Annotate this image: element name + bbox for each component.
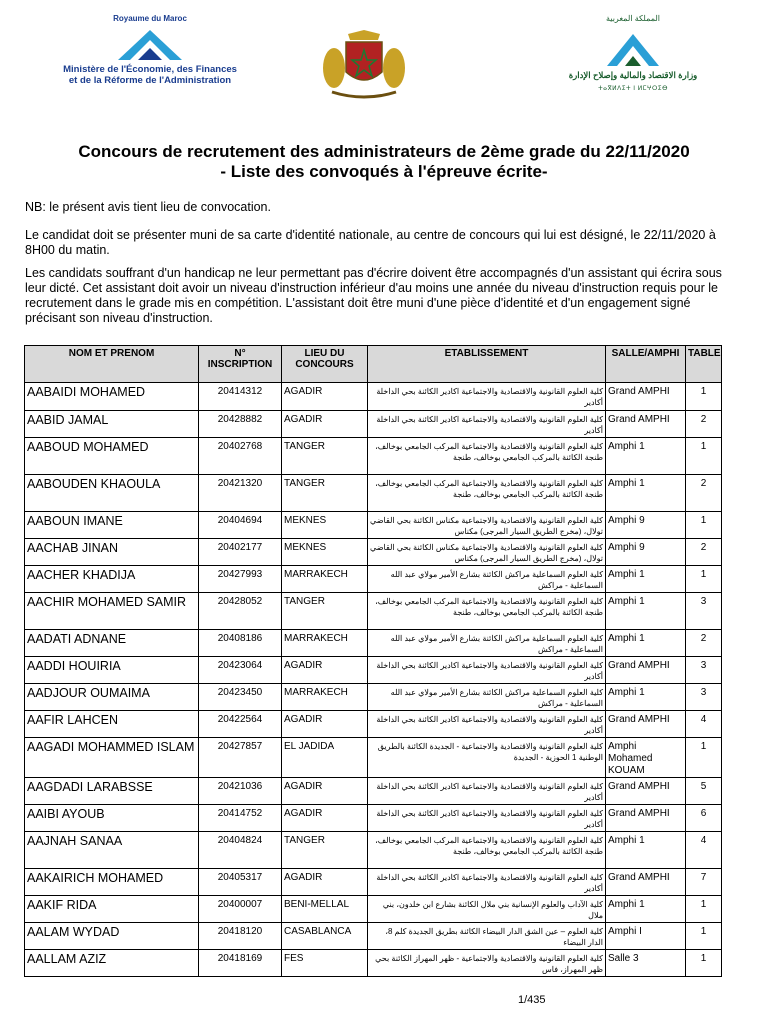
cell-etablissement: كلية العلوم القانونية والاقتصادية والاجتماعية مكناس الكائنة بحي القاضي تولال، (مخرج الطريق السيار المرجى) مكناس [368, 512, 606, 539]
col-header-lieu: LIEU DU CONCOURS [282, 346, 368, 383]
table-row [25, 383, 722, 411]
cell-inscription: 20428882 [199, 411, 282, 438]
cell-table: 1 [686, 566, 722, 593]
cell-inscription: 20402768 [199, 438, 282, 475]
cell-etablissement: كلية العلوم القانونية والاقتصادية والاجتماعية اكادير الكائنة بحي الداخلة أكادير [368, 383, 606, 411]
page-header [0, 0, 768, 110]
cell-nom: AABOUD MOHAMED [25, 438, 199, 475]
cell-etablissement: كلية العلوم القانونية والاقتصادية والاجتماعية - ظهر المهراز الكائنة بحي ظهر المهراز، فاس [368, 950, 606, 977]
cell-lieu: TANGER [282, 438, 368, 475]
cell-nom: AABID JAMAL [25, 411, 199, 438]
table-row [25, 475, 722, 512]
kingdom-label: Royaume du Maroc [113, 14, 187, 23]
cell-lieu: AGADIR [282, 778, 368, 805]
cell-inscription: 20400007 [199, 896, 282, 923]
cell-nom: AAJNAH SANAA [25, 832, 199, 869]
cell-lieu: FES [282, 950, 368, 977]
table-row [25, 566, 722, 593]
table-row [25, 630, 722, 657]
cell-salle: Amphi 9 [606, 512, 686, 539]
page-number: 1/435 [518, 994, 546, 1006]
cell-nom: AABOUN IMANE [25, 512, 199, 539]
cell-salle: Amphi 1 [606, 684, 686, 711]
cell-inscription: 20405317 [199, 869, 282, 896]
cell-etablissement: كلية العلوم القانونية والاقتصادية والاجتماعية اكادير الكائنة بحي الداخلة أكادير [368, 869, 606, 896]
cell-table: 5 [686, 778, 722, 805]
cell-salle: Amphi 1 [606, 438, 686, 475]
cell-inscription: 20418169 [199, 950, 282, 977]
cell-inscription: 20423064 [199, 657, 282, 684]
cell-etablissement: كلية العلوم السماعلية مراكش الكائنة بشارع الأمير مولاي عبد الله السماعلية - مراكش [368, 684, 606, 711]
table-row [25, 593, 722, 630]
cell-nom: AAGADI MOHAMMED ISLAM [25, 738, 199, 778]
cell-etablissement: كلية العلوم القانونية والاقتصادية والاجتماعية المركب الجامعي بوخالف، طنجة الكائنة بالمركب الجامعي بوخالف، طنجة [368, 832, 606, 869]
cell-table: 2 [686, 411, 722, 438]
table-row [25, 438, 722, 475]
cell-salle: Amphi I [606, 923, 686, 950]
cell-lieu: MEKNES [282, 539, 368, 566]
cell-lieu: CASABLANCA [282, 923, 368, 950]
table-row [25, 869, 722, 896]
cell-etablissement: كلية العلوم السماعلية مراكش الكائنة بشارع الأمير مولاي عبد الله السماعلية - مراكش [368, 566, 606, 593]
cell-etablissement: كلية العلوم القانونية والاقتصادية والاجتماعية المركب الجامعي بوخالف، طنجة الكائنة بالمركب الجامعي بوخالف، طنجة [368, 438, 606, 475]
ministry-logo-ar [548, 14, 718, 94]
cell-table: 3 [686, 593, 722, 630]
cell-nom: AALAM WYDAD [25, 923, 199, 950]
cell-lieu: MARRAKECH [282, 566, 368, 593]
cell-nom: AACHAB JINAN [25, 539, 199, 566]
cell-etablissement: كلية الآداب والعلوم الإنسانية بني ملال الكائنة بشارع ابن خلدون، بني ملال [368, 896, 606, 923]
table-row [25, 805, 722, 832]
col-header-table: TABLE [686, 346, 722, 383]
cell-salle: Amphi 1 [606, 475, 686, 512]
cell-inscription: 20404824 [199, 832, 282, 869]
cell-salle: Grand AMPHI [606, 657, 686, 684]
ministry-logo-fr [50, 14, 250, 94]
table-row [25, 657, 722, 684]
cell-inscription: 20418120 [199, 923, 282, 950]
cell-etablissement: كلية العلوم السماعلية مراكش الكائنة بشارع الأمير مولاي عبد الله السماعلية - مراكش [368, 630, 606, 657]
col-header-etablissement: ETABLISSEMENT [368, 346, 606, 383]
cell-lieu: TANGER [282, 475, 368, 512]
cell-etablissement: كلية العلوم القانونية والاقتصادية والاجتماعية اكادير الكائنة بحي الداخلة أكادير [368, 411, 606, 438]
cell-inscription: 20408186 [199, 630, 282, 657]
cell-lieu: AGADIR [282, 657, 368, 684]
table-row [25, 512, 722, 539]
table-row [25, 711, 722, 738]
cell-lieu: MARRAKECH [282, 684, 368, 711]
cell-etablissement: كلية العلوم القانونية والاقتصادية والاجتماعية مكناس الكائنة بحي القاضي تولال، (مخرج الطريق السيار المرجى) مكناس [368, 539, 606, 566]
cell-inscription: 20422564 [199, 711, 282, 738]
cell-etablissement: كلية العلوم القانونية والاقتصادية والاجتماعية المركب الجامعي بوخالف، طنجة الكائنة بالمركب الجامعي بوخالف، طنجة [368, 593, 606, 630]
cell-lieu: AGADIR [282, 711, 368, 738]
cell-lieu: AGADIR [282, 411, 368, 438]
table-row [25, 896, 722, 923]
cell-table: 1 [686, 738, 722, 778]
col-header-nom: NOM ET PRENOM [25, 346, 199, 383]
cell-table: 1 [686, 923, 722, 950]
ministry-name-ar: وزارة الاقتصاد والمالية وإصلاح الإدارة [568, 70, 698, 80]
col-header-salle: SALLE/AMPHI [606, 346, 686, 383]
cell-lieu: MEKNES [282, 512, 368, 539]
cell-table: 1 [686, 896, 722, 923]
cell-salle: Grand AMPHI [606, 778, 686, 805]
cell-lieu: AGADIR [282, 805, 368, 832]
royal-coat-of-arms-icon [318, 28, 410, 100]
cell-etablissement: كلية العلوم القانونية والاقتصادية والاجتماعية اكادير الكائنة بحي الداخلة أكادير [368, 711, 606, 738]
cell-salle: Amphi 1 [606, 630, 686, 657]
table-row [25, 778, 722, 805]
cell-table: 1 [686, 512, 722, 539]
cell-etablissement: كلية العلوم – عين الشق الدار البيضاء الكائنة بطريق الجديدة كلم 8، الدار البيضاء [368, 923, 606, 950]
cell-table: 7 [686, 869, 722, 896]
cell-salle: Salle 3 [606, 950, 686, 977]
cell-inscription: 20427857 [199, 738, 282, 778]
cell-etablissement: كلية العلوم القانونية والاقتصادية والاجتماعية - الجديدة الكائنة بالطريق الوطنية 1 الحوزية - الجديدة [368, 738, 606, 778]
table-row [25, 684, 722, 711]
cell-etablissement: كلية العلوم القانونية والاقتصادية والاجتماعية اكادير الكائنة بحي الداخلة أكادير [368, 778, 606, 805]
cell-inscription: 20427993 [199, 566, 282, 593]
table-body [25, 383, 722, 977]
cell-salle: Grand AMPHI [606, 711, 686, 738]
cell-nom: AAKIF RIDA [25, 896, 199, 923]
cell-nom: AALLAM AZIZ [25, 950, 199, 977]
table-header-row [25, 346, 722, 383]
cell-lieu: TANGER [282, 593, 368, 630]
cell-nom: AABOUDEN KHAOULA [25, 475, 199, 512]
cell-salle: Grand AMPHI [606, 383, 686, 411]
cell-lieu: AGADIR [282, 383, 368, 411]
table-row [25, 950, 722, 977]
cell-lieu: TANGER [282, 832, 368, 869]
cell-lieu: MARRAKECH [282, 630, 368, 657]
cell-inscription: 20421320 [199, 475, 282, 512]
cell-table: 1 [686, 950, 722, 977]
cell-salle: Amphi 1 [606, 593, 686, 630]
nb-note: NB: le présent avis tient lieu de convocation. [25, 200, 271, 214]
cell-table: 1 [686, 383, 722, 411]
cell-nom: AAKAIRICH MOHAMED [25, 869, 199, 896]
cell-nom: AAFIR LAHCEN [25, 711, 199, 738]
cell-table: 1 [686, 438, 722, 475]
cell-table: 2 [686, 630, 722, 657]
table-row [25, 832, 722, 869]
cell-table: 4 [686, 832, 722, 869]
cell-nom: AACHER KHADIJA [25, 566, 199, 593]
cell-etablissement: كلية العلوم القانونية والاقتصادية والاجتماعية اكادير الكائنة بحي الداخلة أكادير [368, 805, 606, 832]
notice-paragraph-1: Le candidat doit se présenter muni de sa carte d'identité nationale, au centre de concours qui lui est désigné, le 22/11/2020 à 8H00 du matin. [25, 228, 716, 257]
col-header-inscription: N° INSCRIPTION [199, 346, 282, 383]
cell-table: 3 [686, 657, 722, 684]
ministry-name: Ministère de l'Économie, des Finances et de la Réforme de l'Administration [63, 64, 237, 86]
cell-salle: Grand AMPHI [606, 869, 686, 896]
cell-lieu: BENI-MELLAL [282, 896, 368, 923]
kingdom-label-ar: المملكة المغربية [606, 14, 660, 23]
cell-nom: AAGDADI LARABSSE [25, 778, 199, 805]
cell-salle: Amphi 9 [606, 539, 686, 566]
cell-nom: AADDI HOUIRIA [25, 657, 199, 684]
cell-salle: Amphi 1 [606, 896, 686, 923]
ministry-name-tifinagh: ⵜⴰⴳⵍⴷⵉⵜ ⵏ ⵍⵎⵖⵔⵉⴱ [598, 86, 668, 92]
table-row [25, 923, 722, 950]
cell-nom: AADATI ADNANE [25, 630, 199, 657]
notice-paragraph-2: Les candidats souffrant d'un handicap ne leur permettant pas d'écrire doivent être accompagnés d'un assistant qui écrira sous leur dicté. Cet assistant doit avoir un niveau d'instruction inférieur d'au moins une année du niveau d'instruction requis pour le recrutement dans le grade mis en compétition. L'assistant doit être muni d'une pièce d'identité et d'un engagement signé précisant son niveau d'instruction. [25, 266, 722, 325]
title-line-2: - Liste des convoqués à l'épreuve écrite- [220, 162, 548, 181]
cell-table: 4 [686, 711, 722, 738]
cell-inscription: 20404694 [199, 512, 282, 539]
cell-nom: AACHIR MOHAMED SAMIR [25, 593, 199, 630]
cell-table: 6 [686, 805, 722, 832]
cell-inscription: 20414312 [199, 383, 282, 411]
cell-salle: Amphi 1 [606, 832, 686, 869]
cell-salle: Grand AMPHI [606, 411, 686, 438]
cell-salle: Amphi Mohamed KOUAM [606, 738, 686, 778]
cell-salle: Grand AMPHI [606, 805, 686, 832]
cell-etablissement: كلية العلوم القانونية والاقتصادية والاجتماعية اكادير الكائنة بحي الداخلة أكادير [368, 657, 606, 684]
cell-inscription: 20428052 [199, 593, 282, 630]
cell-inscription: 20423450 [199, 684, 282, 711]
cell-inscription: 20421036 [199, 778, 282, 805]
cell-nom: AAIBI AYOUB [25, 805, 199, 832]
page-title [0, 142, 768, 182]
convocation-table [24, 345, 722, 977]
cell-inscription: 20402177 [199, 539, 282, 566]
cell-salle: Amphi 1 [606, 566, 686, 593]
cell-etablissement: كلية العلوم القانونية والاقتصادية والاجتماعية المركب الجامعي بوخالف، طنجة الكائنة بالمركب الجامعي بوخالف، طنجة [368, 475, 606, 512]
cell-table: 2 [686, 539, 722, 566]
cell-table: 2 [686, 475, 722, 512]
table-row [25, 539, 722, 566]
table-row [25, 738, 722, 778]
cell-lieu: AGADIR [282, 869, 368, 896]
cell-inscription: 20414752 [199, 805, 282, 832]
ministry-mark-ar-icon [603, 28, 663, 68]
title-line-1: Concours de recrutement des administrateurs de 2ème grade du 22/11/2020 [78, 142, 690, 161]
ministry-mark-icon [108, 26, 192, 64]
cell-nom: AADJOUR OUMAIMA [25, 684, 199, 711]
table-row [25, 411, 722, 438]
cell-lieu: EL JADIDA [282, 738, 368, 778]
cell-table: 3 [686, 684, 722, 711]
cell-nom: AABAIDI MOHAMED [25, 383, 199, 411]
